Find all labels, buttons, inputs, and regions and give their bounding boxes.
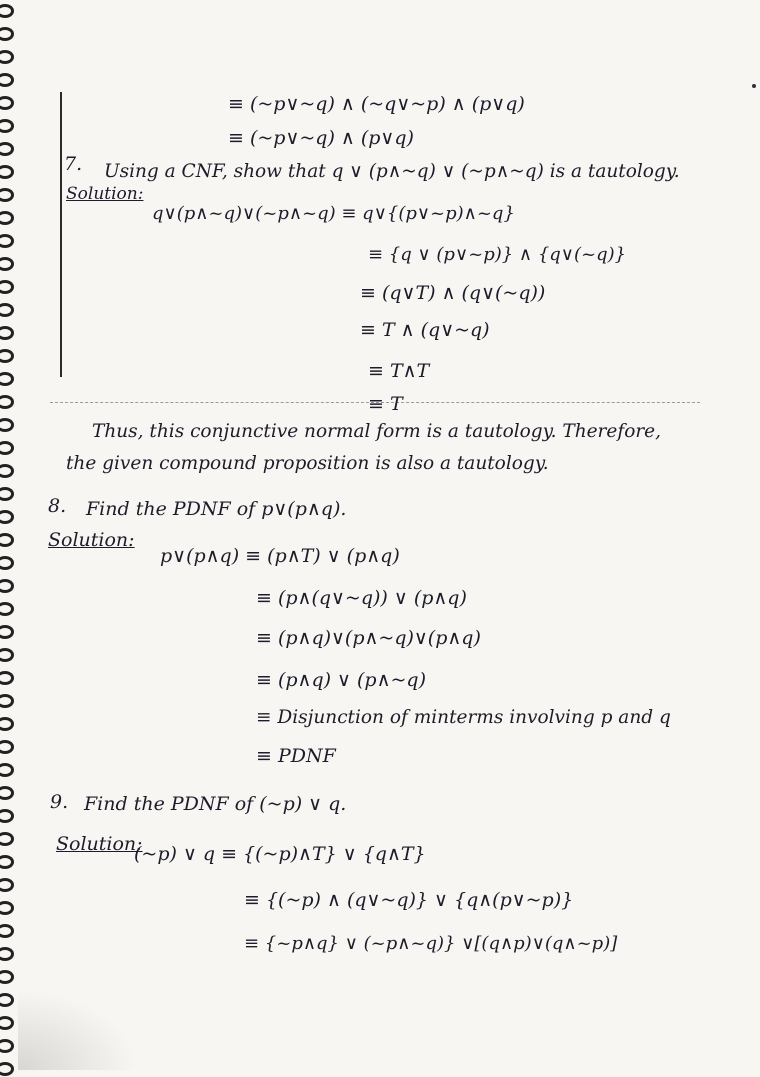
binding-ring bbox=[0, 188, 14, 202]
binding-ring bbox=[0, 993, 14, 1007]
equation-line: ≡ (p∧(q∨~q)) ∨ (p∧q) bbox=[256, 587, 467, 609]
equation-line: ≡ {q ∨ (p∨~p)} ∧ {q∨(~q)} bbox=[368, 244, 627, 265]
binding-ring bbox=[0, 947, 14, 961]
binding-ring bbox=[0, 4, 14, 18]
binding-ring bbox=[0, 832, 14, 846]
binding-ring bbox=[0, 625, 14, 639]
binding-ring bbox=[0, 878, 14, 892]
solution-label: Solution: bbox=[66, 184, 144, 204]
binding-ring bbox=[0, 533, 14, 547]
binding-ring bbox=[0, 165, 14, 179]
binding-ring bbox=[0, 510, 14, 524]
binding-ring bbox=[0, 395, 14, 409]
binding-ring bbox=[0, 924, 14, 938]
paper-smudge bbox=[18, 990, 138, 1070]
equation-line: ≡ {~p∧q} ∨ (~p∧~q)} ∨[(q∧p)∨(q∧~p)] bbox=[244, 933, 618, 954]
equation-line: p∨(p∧q) ≡ (p∧T) ∨ (p∧q) bbox=[160, 545, 400, 567]
binding-ring bbox=[0, 970, 14, 984]
equation-line: ≡ (~p∨~q) ∧ (~q∨~p) ∧ (p∨q) bbox=[228, 93, 525, 115]
binding-ring bbox=[0, 602, 14, 616]
equation-line: ≡ (q∨T) ∧ (q∨(~q)) bbox=[360, 282, 546, 304]
binding-ring bbox=[0, 73, 14, 87]
equation-line: ≡ (~p∨~q) ∧ (p∨q) bbox=[228, 127, 414, 149]
binding-ring bbox=[0, 372, 14, 386]
binding-ring bbox=[0, 441, 14, 455]
binding-ring bbox=[0, 119, 14, 133]
binding-ring bbox=[0, 464, 14, 478]
equation-line: ≡ {(~p) ∧ (q∨~q)} ∨ {q∧(p∨~p)} bbox=[244, 889, 574, 911]
binding-ring bbox=[0, 763, 14, 777]
binding-ring bbox=[0, 280, 14, 294]
binding-ring bbox=[0, 211, 14, 225]
equation-line: ≡ (p∧q)∨(p∧~q)∨(p∧q) bbox=[256, 627, 481, 649]
conclusion-text: the given compound proposition is also a tautology. bbox=[66, 453, 549, 474]
question-text: Find the PDNF of (~p) ∨ q. bbox=[84, 793, 347, 815]
question-text: Find the PDNF of p∨(p∧q). bbox=[86, 498, 347, 520]
equation-line: ≡ PDNF bbox=[256, 745, 336, 767]
question-number: 7. bbox=[64, 153, 83, 175]
binding-ring bbox=[0, 694, 14, 708]
binding-ring bbox=[0, 786, 14, 800]
equation-line: ≡ T∧T bbox=[368, 360, 430, 382]
binding-ring bbox=[0, 487, 14, 501]
binding-ring bbox=[0, 671, 14, 685]
binding-ring bbox=[0, 556, 14, 570]
binding-ring bbox=[0, 740, 14, 754]
binding-ring bbox=[0, 303, 14, 317]
binding-ring bbox=[0, 349, 14, 363]
solution-label: Solution: bbox=[48, 529, 135, 551]
binding-ring bbox=[0, 1062, 14, 1076]
equation-line: (~p) ∨ q ≡ {(~p)∧T} ∨ {q∧T} bbox=[134, 843, 426, 865]
spiral-binding bbox=[0, 0, 22, 1077]
binding-ring bbox=[0, 717, 14, 731]
binding-ring bbox=[0, 855, 14, 869]
binding-ring bbox=[0, 901, 14, 915]
binding-ring bbox=[0, 27, 14, 41]
binding-ring bbox=[0, 326, 14, 340]
question-number: 8. bbox=[48, 495, 67, 517]
binding-ring bbox=[0, 50, 14, 64]
binding-ring bbox=[0, 1039, 14, 1053]
equation-line: ≡ T ∧ (q∨~q) bbox=[360, 319, 490, 341]
binding-ring bbox=[0, 96, 14, 110]
equation-line: ≡ Disjunction of minterms involving p and q bbox=[256, 707, 671, 728]
binding-ring bbox=[0, 648, 14, 662]
equation-line: q∨(p∧~q)∨(~p∧~q) ≡ q∨{(p∨~p)∧~q} bbox=[152, 203, 515, 224]
binding-ring bbox=[0, 142, 14, 156]
binding-ring bbox=[0, 579, 14, 593]
conclusion-text: Thus, this conjunctive normal form is a tautology. Therefore, bbox=[92, 421, 662, 442]
binding-ring bbox=[0, 1016, 14, 1030]
binding-ring bbox=[0, 234, 14, 248]
question-text: Using a CNF, show that q ∨ (p∧~q) ∨ (~p∧~q) is a tautology. bbox=[104, 161, 680, 182]
ink-dot bbox=[752, 84, 756, 88]
binding-ring bbox=[0, 257, 14, 271]
solution-label: Solution: bbox=[56, 833, 143, 855]
equation-line: ≡ (p∧q) ∨ (p∧~q) bbox=[256, 669, 426, 691]
binding-ring bbox=[0, 809, 14, 823]
question-number: 9. bbox=[50, 791, 69, 813]
margin-line bbox=[60, 92, 62, 377]
equation-line: ≡ T bbox=[368, 393, 403, 415]
binding-ring bbox=[0, 418, 14, 432]
